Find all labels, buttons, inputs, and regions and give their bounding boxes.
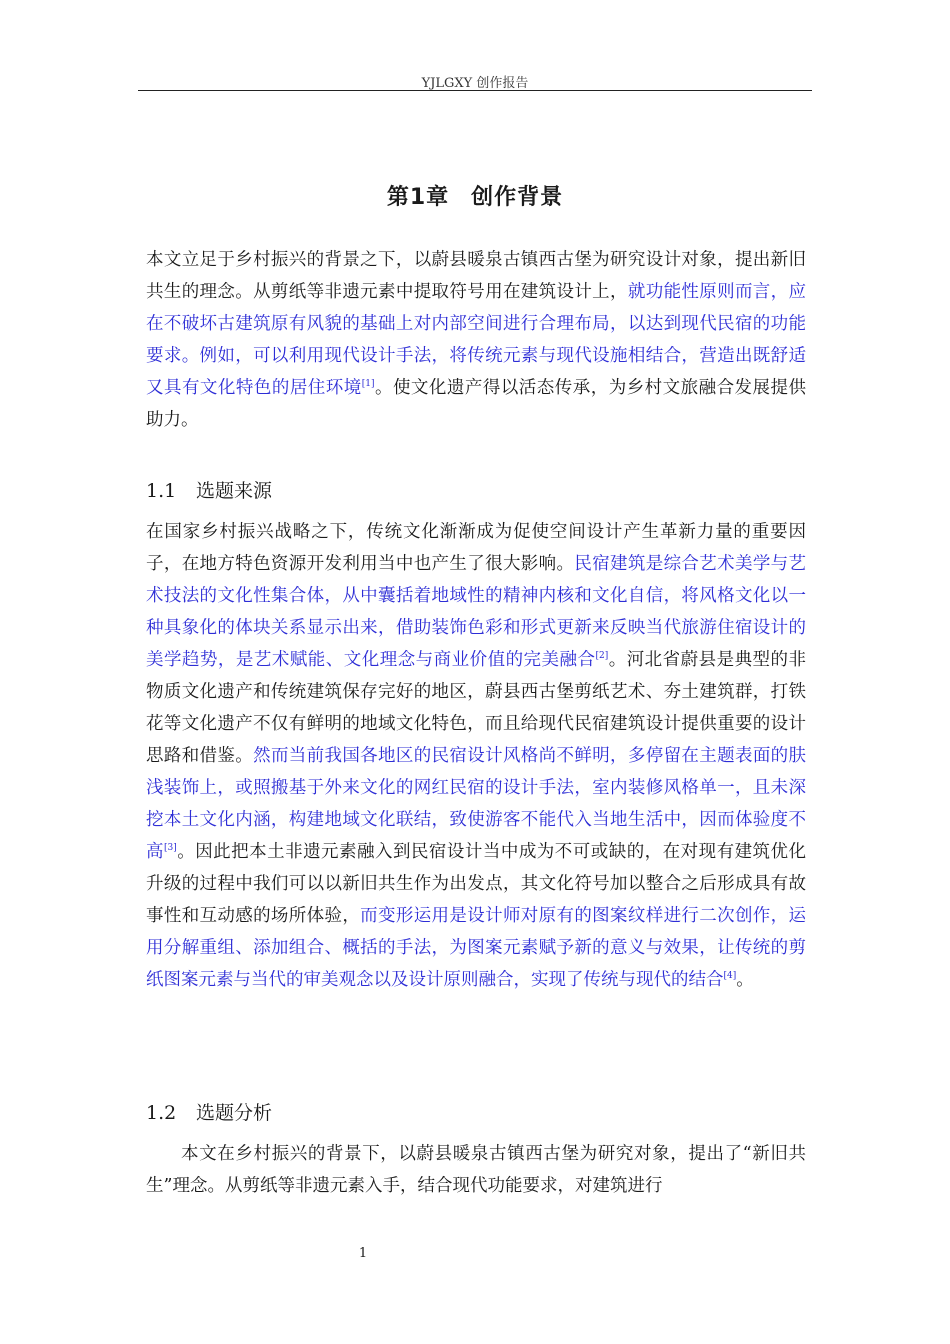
citation-1[interactable]: [1]: [361, 379, 375, 390]
citation-3[interactable]: [3]: [163, 843, 177, 854]
s1-text-1: 在国家乡村振兴战略之下，传统文化渐渐成为促使空间设计产生革新力量的重要因子，在地方特色资源开发利用当中也产生了很大影响。: [146, 522, 806, 574]
intro-paragraph: [146, 244, 806, 436]
chapter-number: 第1章: [386, 185, 450, 210]
intro-quote: 就功能性原则而言，应在不破坏古建筑原有风貌的基础上对内部空间进行合理布局，以达到现代民宿的功能要求。例如，可以利用现代设计手法，将传统元素与现代设施相结合，营造出既舒适又具有文化特色的居住环境: [146, 282, 806, 398]
section-number: 1.1: [146, 480, 177, 502]
s1-quote-3: 而变形运用是设计师对原有的图案纹样进行二次创作，运用分解重组、添加组合、概括的手法，为图案元素赋予新的意义与效果，让传统的剪纸图案元素与当代的审美观念以及设计原则融合，实现了传统与现代的结合: [146, 906, 807, 990]
s1-text-4: 。: [736, 970, 754, 990]
citation-2[interactable]: [2]: [595, 651, 609, 662]
section-1-2-paragraph: 本文在乡村振兴的背景下，以蔚县暖泉古镇西古堡为研究对象，提出了“新旧共生”理念。从剪纸等非遗元素入手，结合现代功能要求，对建筑进行: [146, 1144, 806, 1196]
chapter-title: 创作背景: [471, 185, 564, 210]
section-heading-1-1: [146, 476, 272, 503]
s1-quote-2: 然而当前我国各地区的民宿设计风格尚不鲜明，多停留在主题表面的肤浅装饰上，或照搬基于外来文化的网红民宿的设计手法，室内装修风格单一，且未深挖本土文化内涵，构建地域文化联结，致使游客不能代入当地生活中，因而体验度不高: [146, 746, 807, 862]
section-title: 选题分析: [196, 1102, 273, 1124]
s1-quote-1: 民宿建筑是综合艺术美学与艺术技法的文化性集合体，从中囊括着地域性的精神内核和文化自信，将风格文化以一种具象化的体块关系显示出来，借助装饰色彩和形式更新来反映当代旅游住宿设计的美学趋势，是艺术赋能、文化理念与商业价值的完美融合: [146, 554, 807, 670]
s1-text-3: 。因此把本土非遗元素融入到民宿设计当中成为不可或缺的，在对现有建筑优化升级的过程中我们可以以新旧共生作为出发点，其文化符号加以整合之后形成具有故事性和互动感的场所体验，: [146, 842, 807, 926]
chapter-heading: [138, 180, 812, 211]
s1-text-2: 。河北省蔚县是典型的非物质文化遗产和传统建筑保存完好的地区，蔚县西古堡剪纸艺术、夯土建筑群，打铁花等文化遗产不仅有鲜明的地域文化特色，而且给现代民宿建筑设计提供重要的设计思路和借鉴。: [146, 650, 807, 766]
page-header: YJLGXY 创作报告: [421, 76, 529, 91]
page-number: 1: [358, 1246, 368, 1261]
intro-text-1: 本文立足于乡村振兴的背景之下，以蔚县暖泉古镇西古堡为研究设计对象，提出新旧共生的理念。从剪纸等非遗元素中提取符号用在建筑设计上，: [146, 250, 806, 302]
section-1-1-paragraph: [146, 516, 806, 996]
citation-4[interactable]: [4]: [723, 971, 737, 982]
header-rule: [138, 90, 812, 91]
section-number: 1.2: [146, 1102, 177, 1124]
section-heading-1-2: [146, 1098, 272, 1125]
section-title: 选题来源: [196, 480, 273, 502]
intro-text-2: 。使文化遗产得以活态传承，为乡村文旅融合发展提供助力。: [146, 378, 806, 430]
